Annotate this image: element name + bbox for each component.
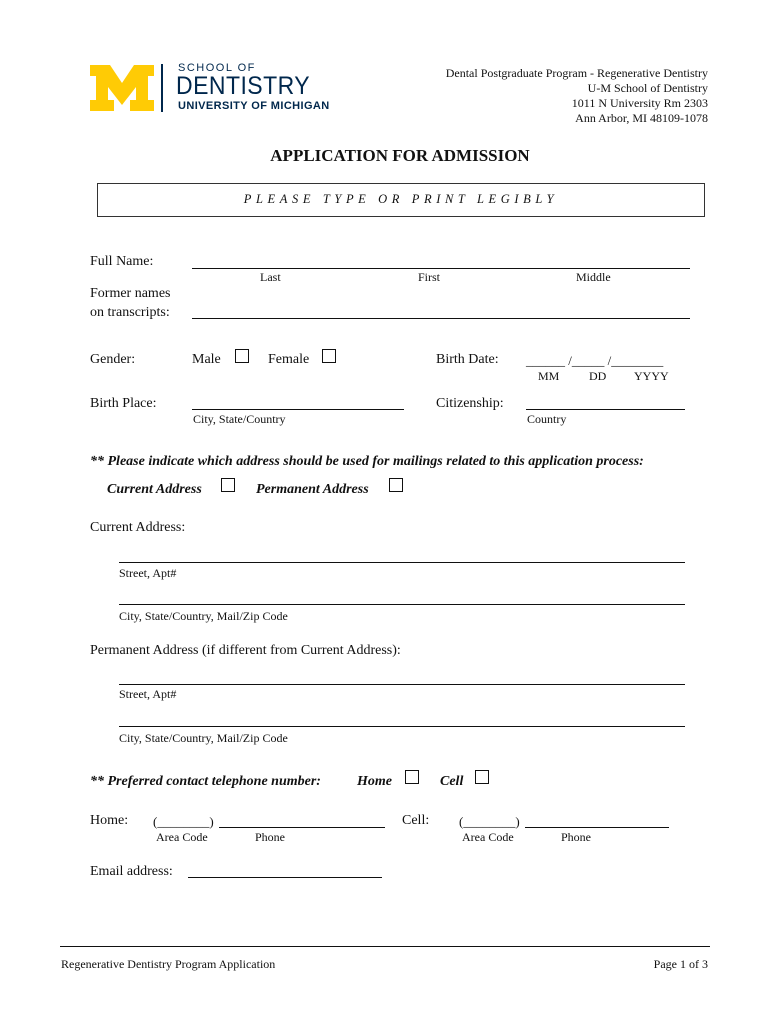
- footer-title: Regenerative Dentistry Program Application: [61, 957, 276, 971]
- mailing-preference-note: ** Please indicate which address should be used for mailings related to this application process:: [90, 454, 644, 469]
- email-field[interactable]: [188, 877, 382, 878]
- logo-university: UNIVERSITY OF MICHIGAN: [178, 100, 330, 112]
- permanent-address-option-label: Permanent Address: [256, 482, 369, 497]
- first-name-hint: First: [418, 270, 441, 284]
- home-phone-field[interactable]: [219, 827, 385, 828]
- gender-label: Gender:: [90, 352, 136, 367]
- header-address: [446, 66, 708, 126]
- birth-place-label: Birth Place:: [90, 396, 157, 411]
- male-label: Male: [192, 352, 221, 367]
- male-checkbox[interactable]: [235, 349, 249, 363]
- cell-phone-field[interactable]: [525, 827, 669, 828]
- current-city-field[interactable]: [119, 604, 685, 605]
- instruction-text: PLEASE TYPE OR PRINT LEGIBLY: [243, 192, 559, 206]
- permanent-address-checkbox[interactable]: [389, 478, 403, 492]
- cell-phone-hint: Phone: [561, 830, 591, 844]
- footer-divider: [60, 946, 710, 947]
- permanent-city-hint: City, State/Country, Mail/Zip Code: [119, 731, 288, 745]
- logo-school-of: SCHOOL OF: [178, 62, 256, 74]
- permanent-city-field[interactable]: [119, 726, 685, 727]
- permanent-address-label: Permanent Address (if different from Current Address):: [90, 643, 401, 658]
- current-address-label: Current Address:: [90, 520, 186, 535]
- full-name-label: Full Name:: [90, 254, 154, 269]
- preferred-home-checkbox[interactable]: [405, 770, 419, 784]
- preferred-cell-label: Cell: [440, 774, 464, 789]
- header-address-line: Dental Postgraduate Program - Regenerative Dentistry: [445, 66, 708, 80]
- permanent-street-field[interactable]: [119, 684, 685, 685]
- page-number: Page 1 of 3: [653, 957, 708, 971]
- permanent-street-hint: Street, Apt#: [119, 687, 177, 701]
- female-label: Female: [268, 352, 310, 367]
- cell-phone-label: Cell:: [402, 813, 430, 828]
- last-name-hint: Last: [260, 270, 281, 284]
- citizenship-label: Citizenship:: [436, 396, 504, 411]
- current-street-field[interactable]: [119, 562, 685, 563]
- former-names-label-2: on transcripts:: [90, 305, 170, 320]
- current-address-option-label: Current Address: [107, 482, 202, 497]
- logo-dentistry: DENTISTRY: [176, 72, 311, 100]
- current-city-hint: City, State/Country, Mail/Zip Code: [119, 609, 288, 623]
- home-phone-hint: Phone: [255, 830, 285, 844]
- email-label: Email address:: [90, 864, 173, 879]
- logo-divider: [161, 64, 163, 112]
- former-names-label: Former names: [90, 286, 171, 301]
- university-michigan-block-m-logo: [90, 65, 154, 111]
- header-address-line: Ann Arbor, MI 48109-1078: [575, 111, 708, 125]
- header-address-line: U-M School of Dentistry: [587, 81, 708, 95]
- birth-place-hint: City, State/Country: [193, 412, 286, 426]
- cell-area-code-field[interactable]: (________): [459, 814, 520, 829]
- full-name-field[interactable]: [192, 268, 690, 269]
- form-title: APPLICATION FOR ADMISSION: [270, 146, 530, 165]
- female-checkbox[interactable]: [322, 349, 336, 363]
- cell-area-code-hint: Area Code: [462, 830, 514, 844]
- instruction-box: [97, 183, 705, 217]
- current-address-checkbox[interactable]: [221, 478, 235, 492]
- birth-place-field[interactable]: [192, 409, 404, 410]
- birth-date-label: Birth Date:: [436, 352, 499, 367]
- birth-date-field[interactable]: ______ /_____ /________: [526, 353, 664, 368]
- preferred-cell-checkbox[interactable]: [475, 770, 489, 784]
- header-address-line: 1011 N University Rm 2303: [571, 96, 708, 110]
- birth-month-hint: MM: [538, 369, 560, 383]
- citizenship-field[interactable]: [526, 409, 685, 410]
- current-street-hint: Street, Apt#: [119, 566, 177, 580]
- birth-day-hint: DD: [589, 369, 607, 383]
- former-names-field[interactable]: [192, 318, 690, 319]
- birth-year-hint: YYYY: [634, 369, 669, 383]
- home-area-code-hint: Area Code: [156, 830, 208, 844]
- citizenship-hint: Country: [527, 412, 567, 426]
- home-phone-label: Home:: [90, 813, 129, 828]
- preferred-phone-label: ** Preferred contact telephone number:: [90, 774, 321, 789]
- preferred-home-label: Home: [357, 774, 392, 789]
- home-area-code-field[interactable]: (________): [153, 814, 214, 829]
- middle-name-hint: Middle: [576, 270, 611, 284]
